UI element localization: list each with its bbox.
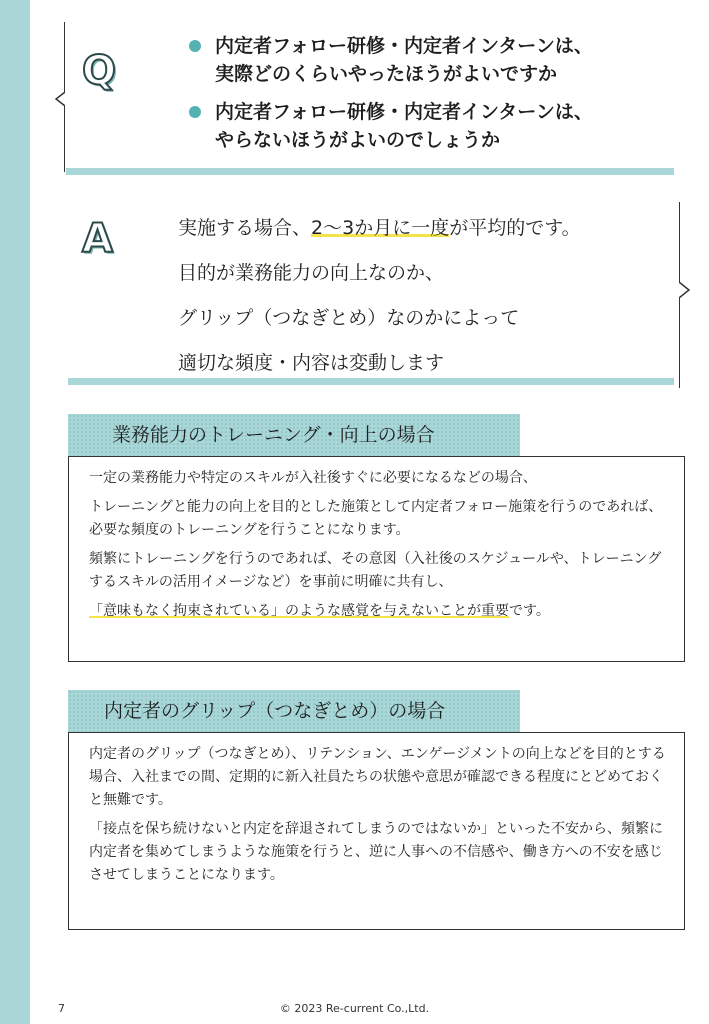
question-line: やらないほうがよいのでしょうか xyxy=(215,129,501,151)
paragraph: 一定の業務能力や特定のスキルが入社後すぐに必要になるなどの場合、 xyxy=(89,470,537,486)
question-line: 実際どのくらいやったほうがよいですか xyxy=(215,63,558,85)
section-title: 内定者のグリップ（つなぎとめ）の場合 xyxy=(104,700,446,722)
bullet-dot-icon xyxy=(189,40,201,52)
paragraph: トレーニングと能力の向上を目的とした施策として内定者フォロー施策を行うのであれば、必要な頻度のトレーニングを行うことになります。 xyxy=(89,499,663,538)
paragraph-segment: です。 xyxy=(509,603,550,619)
section-heading xyxy=(68,690,520,732)
answer-text xyxy=(178,206,581,386)
question-block xyxy=(64,22,674,172)
question-list xyxy=(189,32,669,164)
question-item xyxy=(189,98,669,154)
section-body xyxy=(68,456,685,662)
answer-letter: A xyxy=(82,216,113,262)
question-letter: Q xyxy=(82,48,117,94)
answer-highlight: 2～3か月に一度 xyxy=(311,217,450,239)
side-stripe xyxy=(0,0,30,1024)
section-heading xyxy=(68,414,520,456)
answer-line: 適切な頻度・内容は変動します xyxy=(178,352,445,374)
question-underbar xyxy=(66,168,674,175)
paragraph: 「接点を保ち続けないと内定を辞退されてしまうのではないか」といった不安から、頻繁に内定者を集めてしまうような施策を行うと、逆に人事への不信感や、働き方への不安を感じさせてしまうことになります。 xyxy=(89,821,663,883)
question-line: 内定者フォロー研修・内定者インターンは、 xyxy=(215,35,593,57)
paragraph xyxy=(89,600,666,623)
bullet-dot-icon xyxy=(189,106,201,118)
copyright: © 2023 Re-current Co.,Ltd. xyxy=(279,1002,430,1015)
bracket-notch-icon xyxy=(55,92,65,106)
answer-line: 目的が業務能力の向上なのか、 xyxy=(178,262,445,284)
answer-line: グリップ（つなぎとめ）なのかによって xyxy=(178,307,520,329)
answer-underbar xyxy=(68,378,674,385)
question-item xyxy=(189,32,669,88)
section-body xyxy=(68,732,685,930)
answer-block xyxy=(68,202,680,388)
answer-text-segment: 実施する場合、 xyxy=(178,217,312,239)
paragraph: 頻繁にトレーニングを行うのであれば、その意図（入社後のスケジュールや、トレーニングするスキルの活用イメージなど）を事前に明確に共有し、 xyxy=(89,551,662,590)
answer-line xyxy=(178,206,581,251)
paragraph: 内定者のグリップ（つなぎとめ）、リテンション、エンゲージメントの向上などを目的とする場合、入社までの間、定期的に新入社員たちの状態や意思が確認できる程度にとどめておくと無難です。 xyxy=(89,746,666,808)
paragraph-highlight: 「意味もなく拘束されている」のような感覚を与えないことが重要 xyxy=(89,603,509,619)
question-line: 内定者フォロー研修・内定者インターンは、 xyxy=(215,101,593,123)
page-number: 7 xyxy=(58,1002,65,1015)
bracket-notch-icon xyxy=(679,282,690,298)
section-title: 業務能力のトレーニング・向上の場合 xyxy=(112,424,435,446)
answer-text-segment: が平均的です。 xyxy=(449,217,581,239)
